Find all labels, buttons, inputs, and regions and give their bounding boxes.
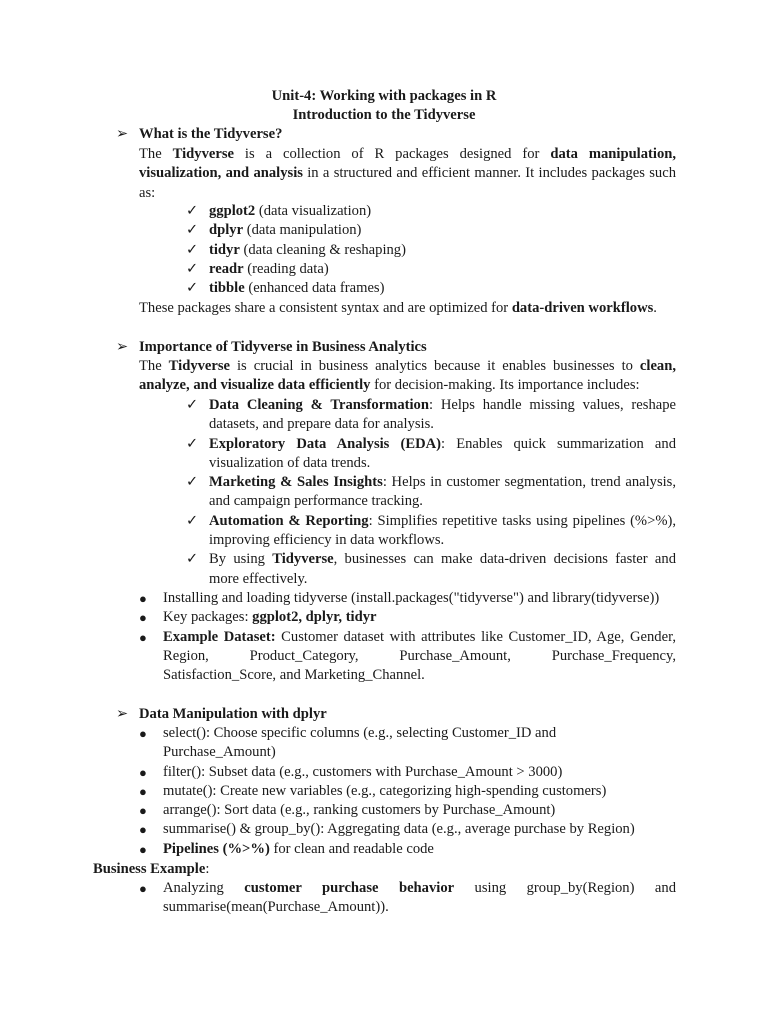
importance-intro-paragraph — [139, 357, 676, 396]
bullet-icon: ● — [139, 841, 147, 857]
document-subtitle: Introduction to the Tidyverse — [292, 107, 476, 123]
text: By using — [209, 551, 273, 568]
bullet-icon: ● — [139, 822, 147, 838]
document-title: Unit-4: Working with packages in R — [271, 88, 497, 104]
bold-text: Marketing & Sales Insights — [209, 474, 383, 491]
text: is a collection of R packages designed for — [233, 146, 551, 162]
bold-text: data manipulation, visualization, and analysis — [139, 146, 677, 182]
section-heading: Data Manipulation with dplyr — [139, 706, 327, 722]
business-list — [136, 879, 676, 918]
bold-text: Tidyverse — [168, 358, 231, 374]
text: : Enables quick summarization and visualization of data trends. — [209, 435, 676, 471]
what-intro-paragraph — [139, 145, 676, 203]
list-item — [136, 589, 676, 608]
package-name: readr — [209, 260, 244, 277]
text: : Helps in customer segmentation, trend analysis, and campaign performance tracking. — [209, 474, 677, 510]
checkmark-icon: ✓ — [186, 435, 199, 452]
list-item — [186, 435, 676, 474]
bullet-icon: ● — [139, 881, 147, 896]
text: : Helps handle missing values, reshape datasets, and prepare data for analysis. — [209, 397, 676, 433]
checkmark-icon: ✓ — [186, 551, 199, 568]
list-item — [186, 221, 676, 240]
business-example-label — [93, 860, 209, 879]
list-item — [136, 879, 676, 918]
text: for decision-making. Its importance includes: — [370, 377, 640, 394]
bold-text: Exploratory Data Analysis (EDA) — [209, 435, 442, 452]
text: for clean and readable code — [269, 840, 434, 857]
bullet-icon: ● — [139, 764, 147, 780]
bullet-icon: ● — [139, 610, 147, 626]
bullet-icon: ● — [139, 803, 147, 819]
bold-text: Example Dataset: — [163, 628, 276, 645]
bold-text: clean, analyze, and visualize data efficiently — [139, 358, 676, 394]
list-item — [186, 550, 676, 589]
checkmark-icon: ✓ — [186, 512, 199, 529]
bullet-icon: ● — [139, 629, 147, 645]
text: mutate(): Create new variables (e.g., categorizing high-spending customers) — [163, 782, 607, 799]
text: The — [139, 358, 169, 374]
package-desc: (data manipulation) — [243, 222, 362, 239]
text: Key packages: — [163, 609, 253, 626]
what-closing-paragraph — [139, 299, 676, 318]
package-desc: (data visualization) — [255, 203, 372, 219]
list-item — [186, 512, 676, 551]
text: Analyzing — [163, 880, 245, 896]
bold-text: data-driven workflows — [511, 300, 654, 316]
bold-text: ggplot2, dplyr, tidyr — [252, 609, 377, 626]
checkmark-icon: ✓ — [186, 222, 199, 239]
checkmark-icon: ✓ — [186, 474, 199, 491]
package-desc: (data cleaning & reshaping) — [239, 241, 406, 258]
text: is crucial in business analytics because it enables businesses to — [230, 358, 640, 374]
list-item — [136, 724, 616, 763]
text: Customer dataset with attributes like Customer_ID, Age, Gender, Region, Product_Category, Purchase_Amount, Purchase_Frequency, Satisfaction_Score, and Marketing_Channel. — [163, 628, 676, 684]
text: , businesses can make data-driven decisions faster and more effectively. — [209, 551, 677, 587]
importance-list — [186, 396, 676, 589]
package-desc: (reading data) — [243, 260, 329, 277]
list-item — [186, 202, 676, 221]
text: arrange(): Sort data (e.g., ranking customers by Purchase_Amount) — [163, 802, 556, 819]
text: select(): Choose specific columns (e.g., selecting Customer_ID and Purchase_Amount) — [163, 725, 557, 761]
text: using group_by(Region) and summarise(mean(Purchase_Amount)). — [163, 880, 676, 916]
checkmark-icon: ✓ — [186, 397, 199, 413]
text: . — [653, 300, 657, 316]
package-name: dplyr — [209, 222, 244, 239]
bold-text: Automation & Reporting — [209, 512, 369, 529]
package-name: tidyr — [209, 241, 240, 258]
text: summarise() & group_by(): Aggregating data (e.g., average purchase by Region) — [163, 821, 635, 838]
list-item — [186, 473, 676, 512]
bold-text: customer purchase behavior — [244, 880, 455, 896]
list-item — [136, 628, 676, 686]
text: filter(): Subset data (e.g., customers with Purchase_Amount > 3000) — [163, 763, 563, 780]
list-item — [136, 820, 635, 839]
list-item — [186, 260, 676, 279]
bold-text: Tidyverse — [172, 146, 234, 162]
bullet-icon: ● — [139, 783, 147, 799]
label-text: Business Example — [93, 861, 206, 877]
importance-bullets — [136, 589, 676, 685]
list-item — [136, 782, 616, 801]
package-name: tibble — [209, 280, 245, 297]
list-item — [136, 763, 616, 782]
list-item — [136, 801, 616, 820]
package-name: ggplot2 — [209, 203, 256, 219]
bold-text: Pipelines (%>%) — [163, 840, 270, 857]
text: in a structured and efficient manner. It includes packages such as: — [139, 165, 677, 201]
bullet-icon: ● — [139, 726, 147, 741]
bullet-icon: ● — [139, 591, 147, 606]
text: Installing and loading tidyverse (install.packages("tidyverse") and library(tidyverse)) — [163, 590, 660, 606]
colon: : — [205, 861, 210, 877]
package-desc: (enhanced data frames) — [244, 280, 385, 297]
checkmark-icon: ✓ — [186, 241, 199, 258]
arrow-bullet-icon: ➢ — [116, 339, 129, 355]
list-item — [136, 608, 676, 627]
arrow-bullet-icon: ➢ — [116, 126, 129, 142]
arrow-bullet-icon: ➢ — [116, 706, 129, 722]
checkmark-icon: ✓ — [186, 280, 199, 297]
section-heading: Importance of Tidyverse in Business Analytics — [139, 339, 427, 355]
checkmark-icon: ✓ — [186, 260, 199, 277]
list-item — [186, 241, 676, 260]
text: These packages share a consistent syntax and are optimized for — [139, 300, 512, 316]
bold-text: Tidyverse — [272, 551, 334, 568]
package-list — [186, 202, 676, 298]
dplyr-list — [136, 724, 635, 859]
section-heading: What is the Tidyverse? — [139, 126, 283, 142]
list-item — [186, 396, 676, 435]
bold-text: Data Cleaning & Transformation — [209, 397, 429, 413]
text: : Simplifies repetitive tasks using pipelines (%>%), improving efficiency in data workflows. — [209, 512, 676, 549]
list-item — [136, 840, 616, 859]
text: The — [139, 146, 173, 162]
checkmark-icon: ✓ — [186, 203, 199, 219]
list-item — [186, 279, 676, 298]
